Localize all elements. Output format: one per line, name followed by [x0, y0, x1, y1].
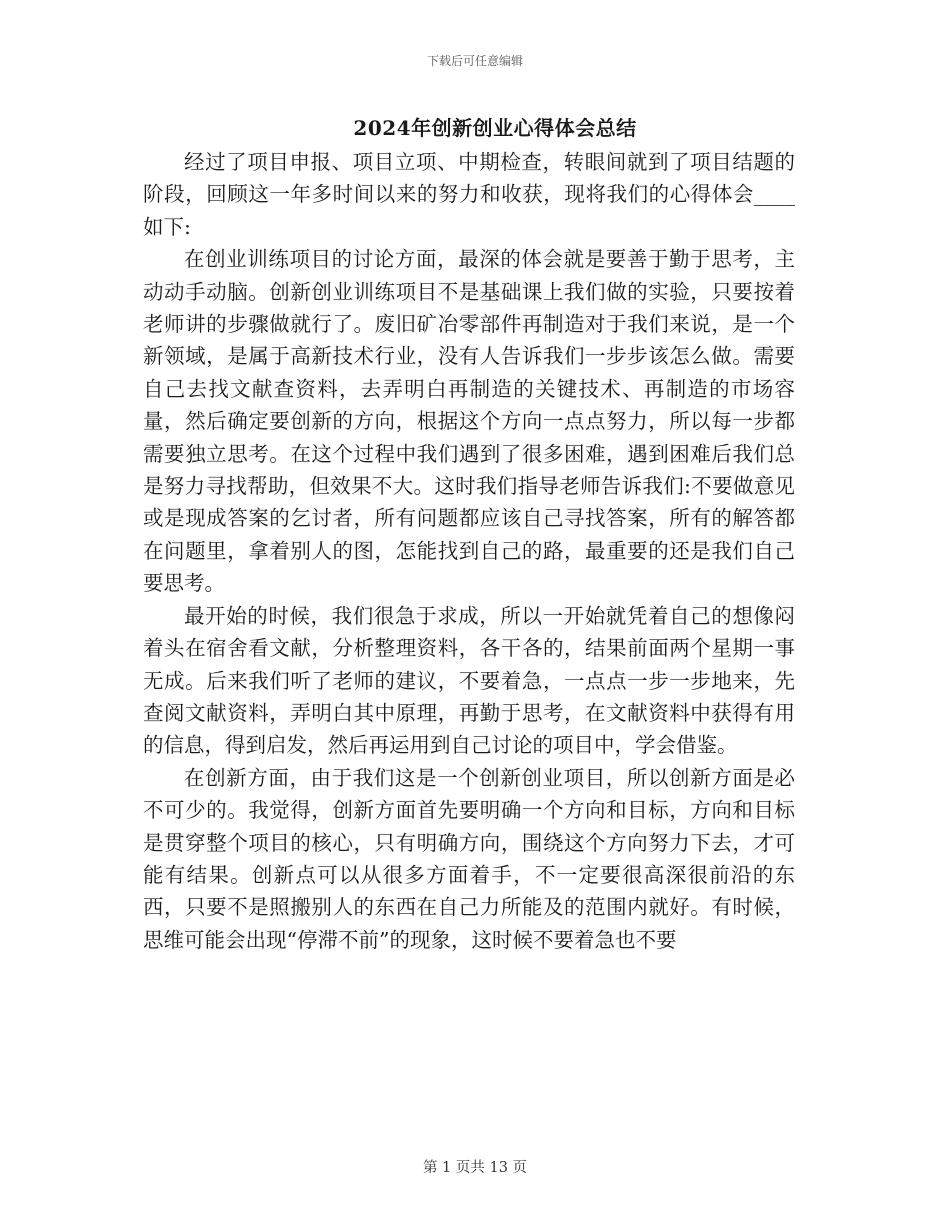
- document-title: 2024年创新创业心得体会总结: [353, 116, 637, 140]
- body-paragraph: 在创业训练项目的讨论方面，最深的体会就是要善于勤于思考，主动动手动脑。创新创业训练项目不是基础课上我们做的实验，只要按着老师讲的步骤做就行了。废旧矿冶零部件再制造对于我们来说，是一个新领域，是属于高新技术行业，没有人告诉我们一步步该怎么做。需要自己去找文献查资料，去弄明白再制造的关键技术、再制造的市场容量，然后确定要创新的方向，根据这个方向一点点努力，所以每一步都需要独立思考。在这个过程中我们遇到了很多困难，遇到困难后我们总是努力寻找帮助，但效果不大。这时我们指导老师告诉我们:不要做意见或是现成答案的乞讨者，所有问题都应该自己寻找答案，所有的解答都在问题里，拿着别人的图，怎能找到自己的路，最重要的还是我们自己要思考。: [143, 247, 795, 596]
- body-paragraph: 经过了项目申报、项目立项、中期检查，转眼间就到了项目结题的阶段，回顾这一年多时间以来的努力和收获，现将我们的心得体会____如下:: [143, 150, 795, 239]
- body-paragraph: 在创新方面，由于我们这是一个创新创业项目，所以创新方面是必不可少的。我觉得，创新方面首先要明确一个方向和目标，方向和目标是贯穿整个项目的核心，只有明确方向，围绕这个方向努力下去，才可能有结果。创新点可以从很多方面着手，不一定要很高深很前沿的东西，只要不是照搬别人的东西在自己力所能及的范围内就好。有时候，思维可能会出现“停滞不前”的现象，这时候不要着急也不要: [143, 765, 795, 952]
- page-header-note: 下载后可任意编辑: [426, 54, 523, 68]
- document-body: [143, 146, 795, 956]
- page-number-footer: 第 1 页共 13 页: [422, 1160, 528, 1176]
- body-paragraph: 最开始的时候，我们很急于求成，所以一开始就凭着自己的想像闷着头在宿舍看文献，分析整理资料，各干各的，结果前面两个星期一事无成。后来我们听了老师的建议，不要着急，一点点一步一步地来，先查阅文献资料，弄明白其中原理，再勤于思考，在文献资料中获得有用的信息，得到启发，然后再运用到自己讨论的项目中，学会借鉴。: [143, 603, 795, 758]
